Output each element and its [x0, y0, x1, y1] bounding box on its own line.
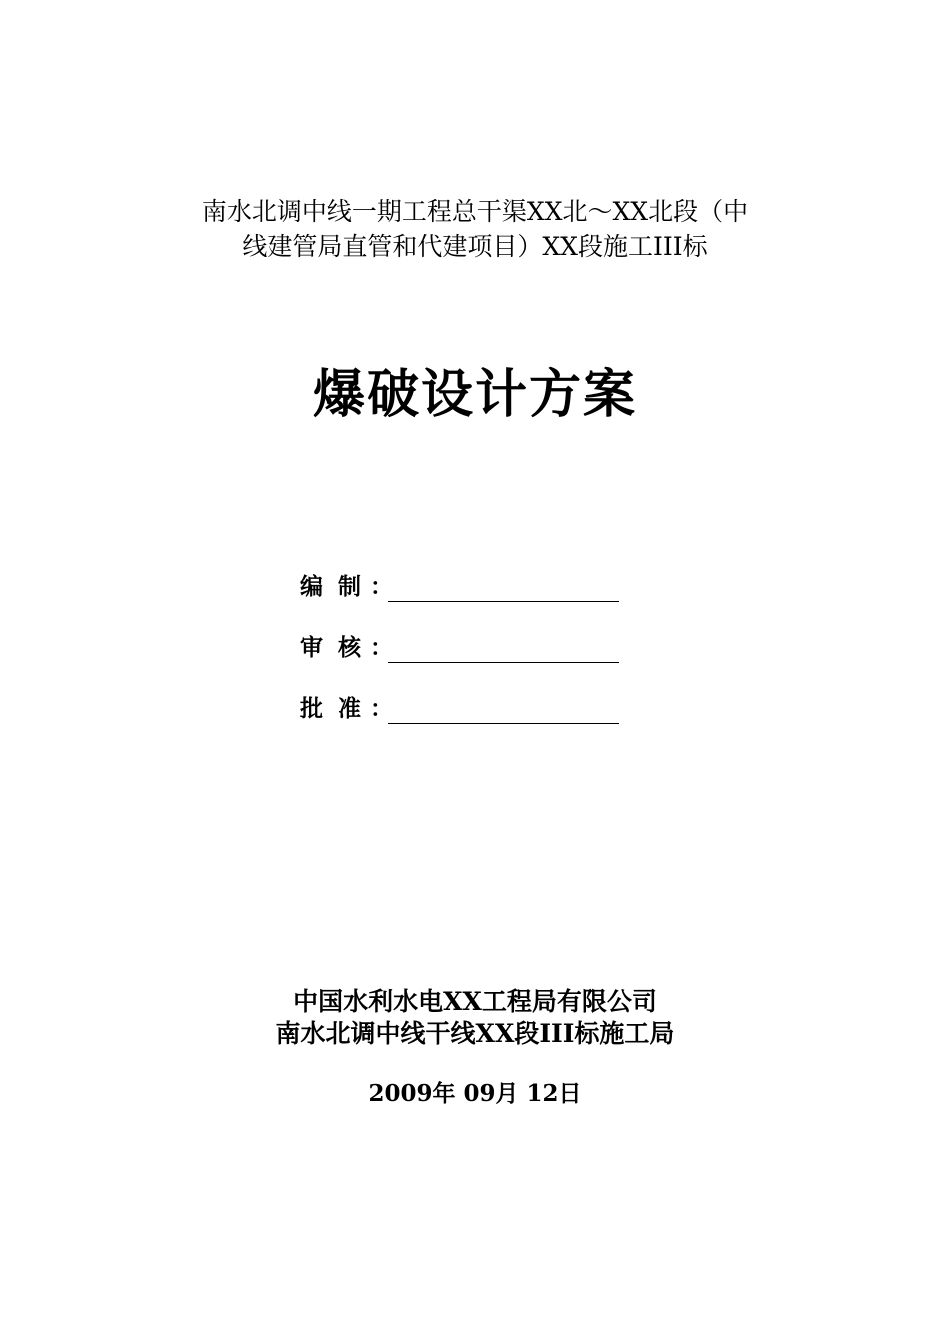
sign-colon: ： — [370, 574, 393, 600]
sign-row-reviewer — [300, 627, 619, 663]
signature-line-reviewer — [388, 635, 619, 663]
project-title-line1: 南水北调中线一期工程总干渠XX北～XX北段（中 — [201, 197, 749, 226]
sign-row-compiler — [300, 566, 619, 602]
sign-label-compiler: 编制 — [300, 574, 376, 600]
signature-line-compiler — [388, 574, 619, 602]
project-title-line2: 线建管局直管和代建项目）XX段施工III标 — [242, 232, 708, 261]
sign-colon: ： — [370, 696, 393, 722]
sign-label-approver: 批准 — [300, 696, 376, 722]
document-date: 2009年 09月 12日 — [368, 1080, 582, 1107]
signature-line-approver — [388, 696, 619, 724]
sign-row-approver — [300, 688, 619, 724]
document-title: 爆破设计方案 — [312, 365, 637, 425]
organization-department: 南水北调中线干线XX段III标施工局 — [275, 1019, 675, 1048]
sign-label-reviewer: 审核 — [300, 635, 376, 661]
organization-name: 中国水利水电XX工程局有限公司 — [293, 987, 657, 1016]
sign-colon: ： — [370, 635, 393, 661]
